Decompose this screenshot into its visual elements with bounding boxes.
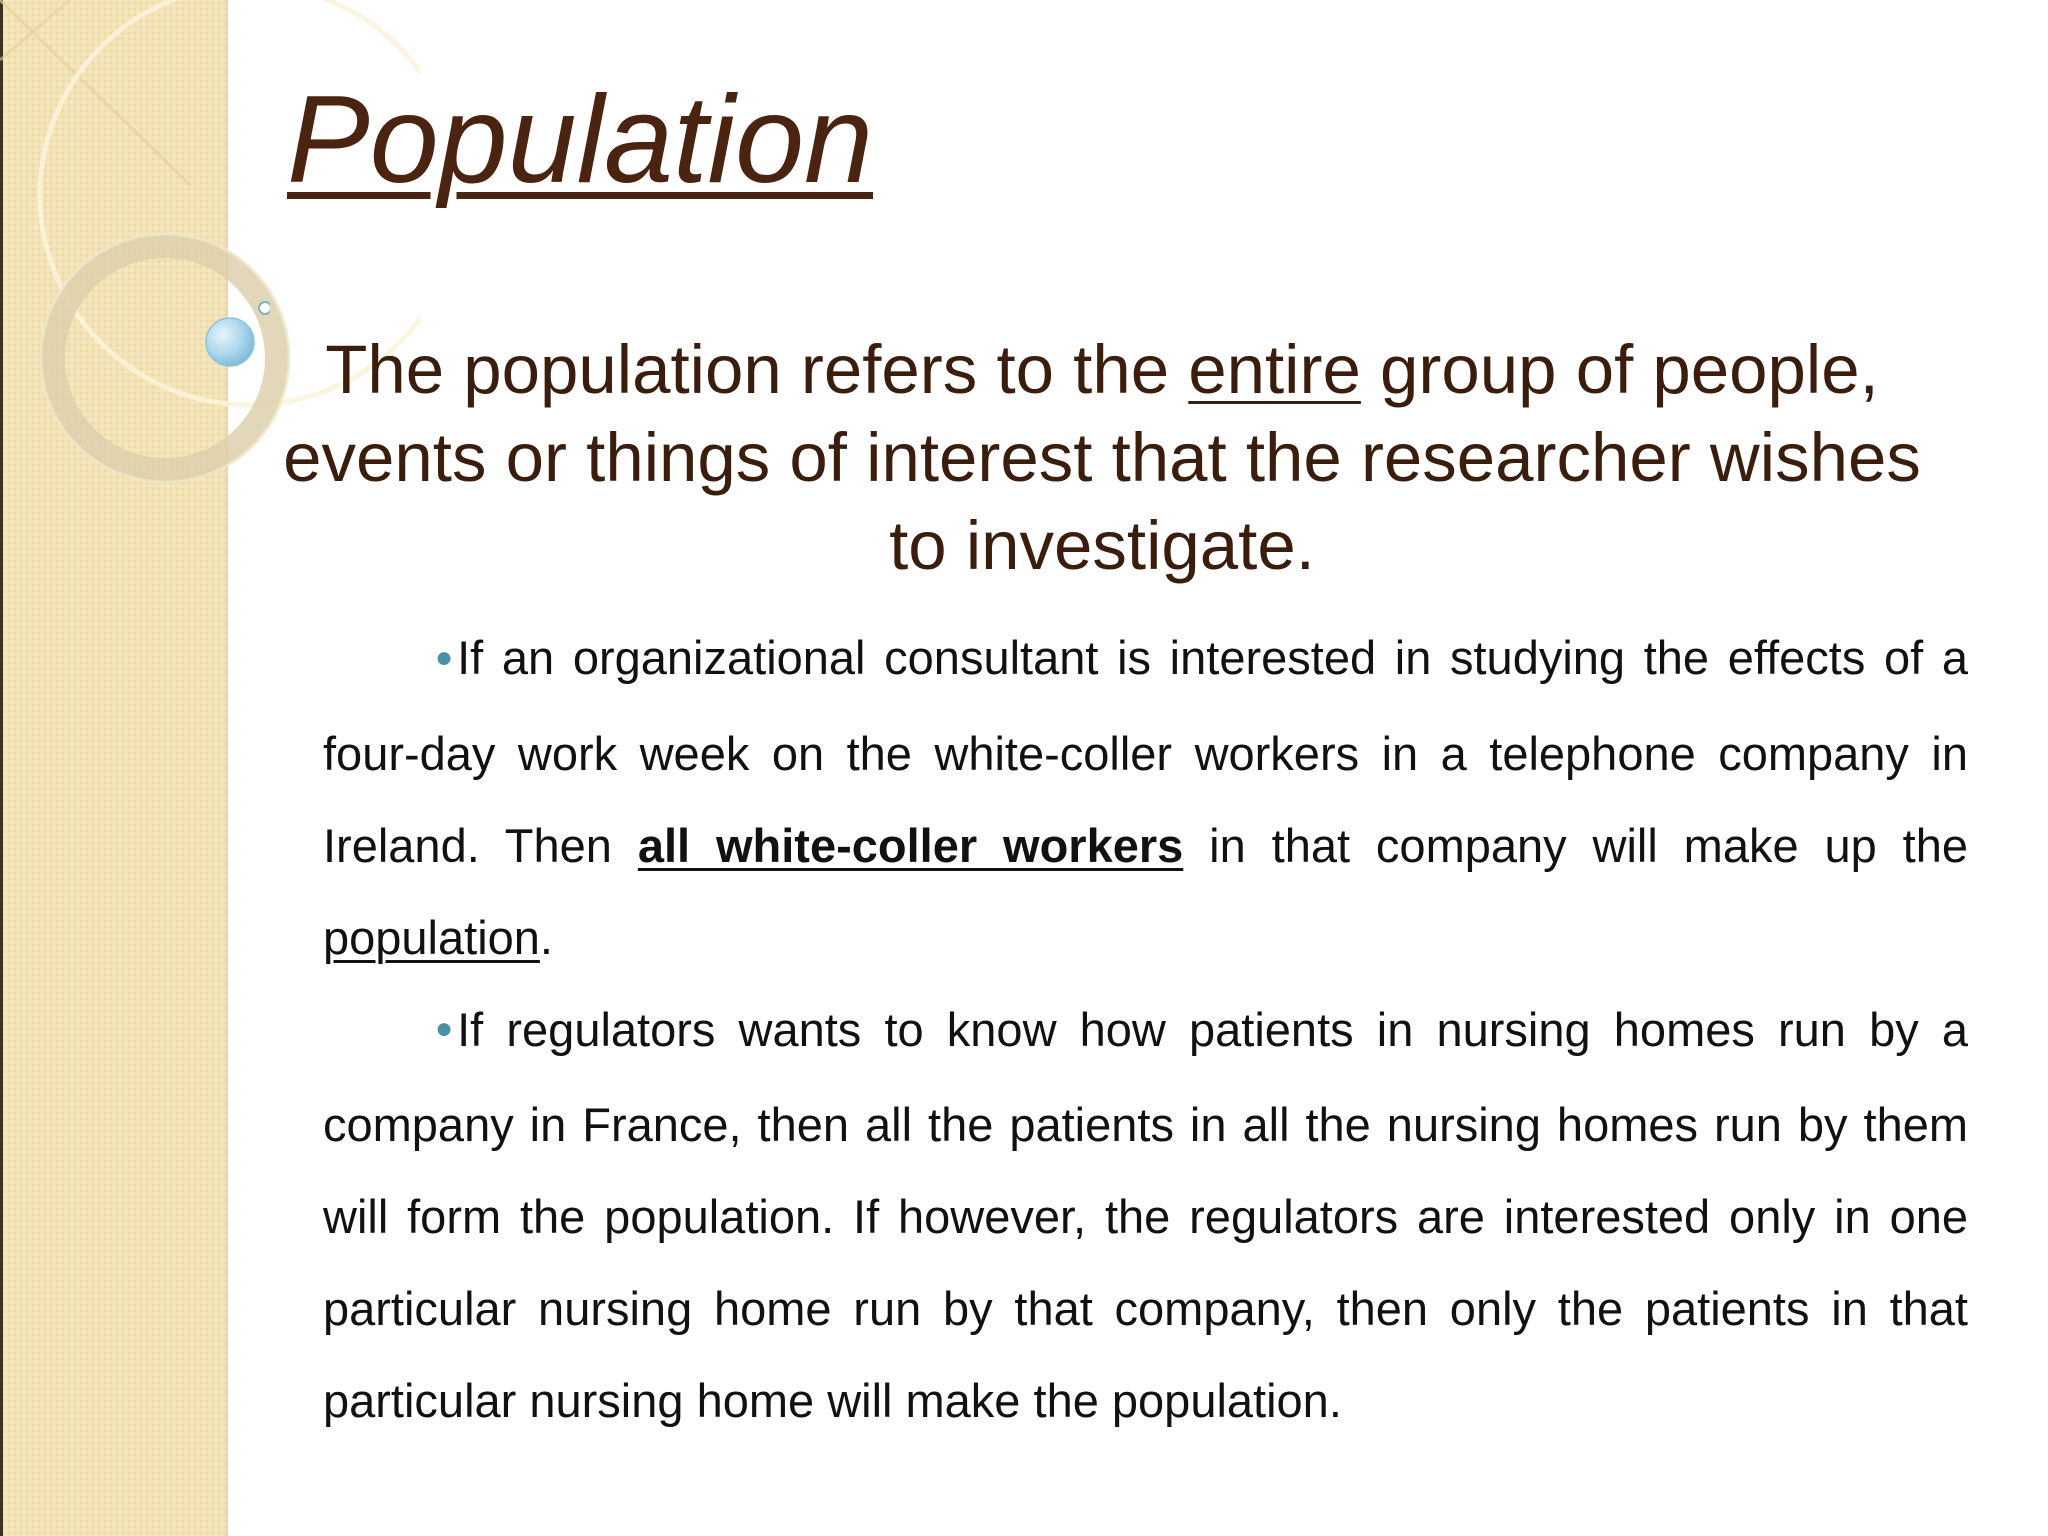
bullet-bold-underlined: all white-coller workers — [637, 818, 1184, 872]
list-item — [323, 984, 1968, 1448]
bullet-dot-icon: ● — [435, 1012, 454, 1046]
definition-after: group of people, events or things of interest that the researcher wishes to investigate. — [283, 331, 1921, 584]
definition-before: The population refers to the — [325, 331, 1189, 408]
bullet-text-middle: in that company will make up the — [1183, 818, 1968, 872]
bullet-underlined-word: population — [323, 910, 540, 964]
example-list — [323, 612, 1968, 1447]
definition-underlined-word: entire — [1188, 331, 1361, 408]
bullet-text-after: . — [539, 910, 553, 964]
bullet-dot-icon: ● — [435, 640, 454, 674]
side-decorative-strip — [0, 0, 228, 1536]
side-strip-edge — [0, 0, 3, 1536]
definition-text — [262, 326, 1942, 590]
bullet-text: If regulators wants to know how patients in nursing homes run by a company in France, then all the patients in all the nursing homes run by them will form the population. If however, the regulators are interested only in one particular nursing home run by that company, then only the patients in that particular nursing home will make the population. — [323, 1002, 1968, 1428]
slide-title: Population — [287, 71, 874, 209]
blue-bubble-icon — [200, 290, 270, 370]
bullet-text-before: If an organizational consultant is interested in studying the effects of a four-day work week on the white-coller workers in a telephone company in Ireland. Then — [323, 631, 1968, 872]
list-item — [323, 612, 1968, 984]
